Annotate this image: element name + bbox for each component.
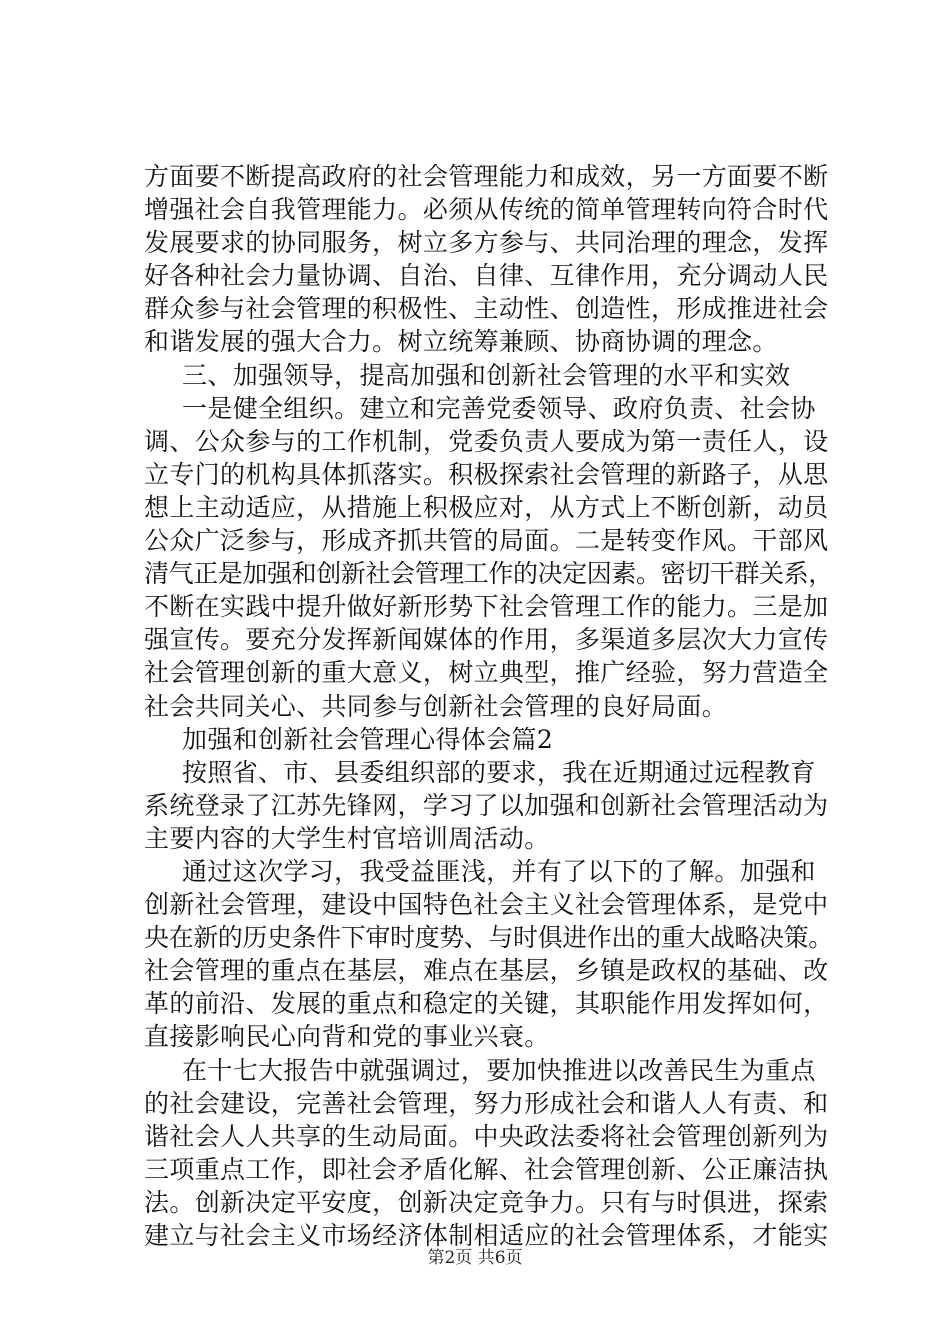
text-line: 三项重点工作，即社会矛盾化解、社会管理创新、公正廉洁执 [144, 1154, 829, 1184]
text-line: 在十七大报告中就强调过，要加快推进以改善民生为重点 [182, 1055, 816, 1085]
text-line: 不断在实践中提升做好新形势下社会管理工作的能力。三是加 [144, 592, 829, 622]
text-line: 直接影响民心向背和党的事业兴衰。 [144, 1022, 550, 1052]
page-number: 第2页 共6页 [427, 1248, 523, 1268]
section-heading: 三、加强领导，提高加强和创新社会管理的水平和实效 [182, 360, 791, 390]
text-line: 法。创新决定平安度，创新决定竞争力。只有与时俱进，探索 [144, 1187, 829, 1217]
text-line: 群众参与社会管理的积极性、主动性、创造性，形成推进社会 [144, 294, 829, 324]
text-line: 一是健全组织。建立和完善党委领导、政府负责、社会协 [182, 393, 816, 423]
text-line: 社会管理的重点在基层，难点在基层，乡镇是政权的基础、改 [144, 956, 829, 986]
text-line: 创新社会管理，建设中国特色社会主义社会管理体系，是党中 [144, 890, 829, 920]
text-line: 调、公众参与的工作机制，党委负责人要成为第一责任人，设 [144, 426, 829, 456]
text-line: 的社会建设，完善社会管理，努力形成社会和谐人人有责、和 [144, 1088, 829, 1118]
text-line: 革的前沿、发展的重点和稳定的关键，其职能作用发挥如何， [144, 989, 829, 1019]
text-line: 按照省、市、县委组织部的要求，我在近期通过远程教育 [182, 757, 816, 787]
text-line: 主要内容的大学生村官培训周活动。 [144, 823, 550, 853]
text-line: 方面要不断提高政府的社会管理能力和成效，另一方面要不断 [144, 162, 829, 191]
text-line: 系统登录了江苏先锋网，学习了以加强和创新社会管理活动为 [144, 790, 829, 820]
document-body [144, 160, 834, 1252]
text-line: 社会共同关心、共同参与创新社会管理的良好局面。 [144, 691, 728, 721]
text-line: 想上主动适应，从措施上积极应对，从方式上不断创新，动员 [144, 492, 829, 522]
text-line: 谐社会人人共享的生动局面。中央政法委将社会管理创新列为 [144, 1121, 829, 1151]
text-line: 建立与社会主义市场经济体制相适应的社会管理体系，才能实 [144, 1221, 829, 1250]
text-line: 央在新的历史条件下审时度势、与时俱进作出的重大战略决策。 [144, 923, 833, 953]
text-line: 强宣传。要充分发挥新闻媒体的作用，多渠道多层次大力宣传 [144, 625, 829, 655]
text-line: 通过这次学习，我受益匪浅，并有了以下的了解。加强和 [182, 856, 816, 886]
text-line: 立专门的机构具体抓落实。积极探索社会管理的新路子，从思 [144, 459, 829, 489]
text-line: 社会管理创新的重大意义，树立典型，推广经验，努力营造全 [144, 658, 829, 688]
page-footer [0, 1247, 950, 1269]
text-line: 清气正是加强和创新社会管理工作的决定因素。密切干群关系， [144, 559, 833, 589]
text-line: 好各种社会力量协调、自治、自律、互律作用，充分调动人民 [144, 261, 829, 291]
text-line: 发展要求的协同服务，树立多方参与、共同治理的理念，发挥 [144, 228, 829, 258]
text-line: 增强社会自我管理能力。必须从传统的简单管理转向符合时代 [144, 195, 829, 225]
text-line: 和谐发展的强大合力。树立统筹兼顾、协商协调的理念。 [144, 327, 778, 357]
text-line: 公众广泛参与，形成齐抓共管的局面。二是转变作风。干部风 [144, 526, 829, 556]
article-title: 加强和创新社会管理心得体会篇2 [182, 724, 554, 754]
